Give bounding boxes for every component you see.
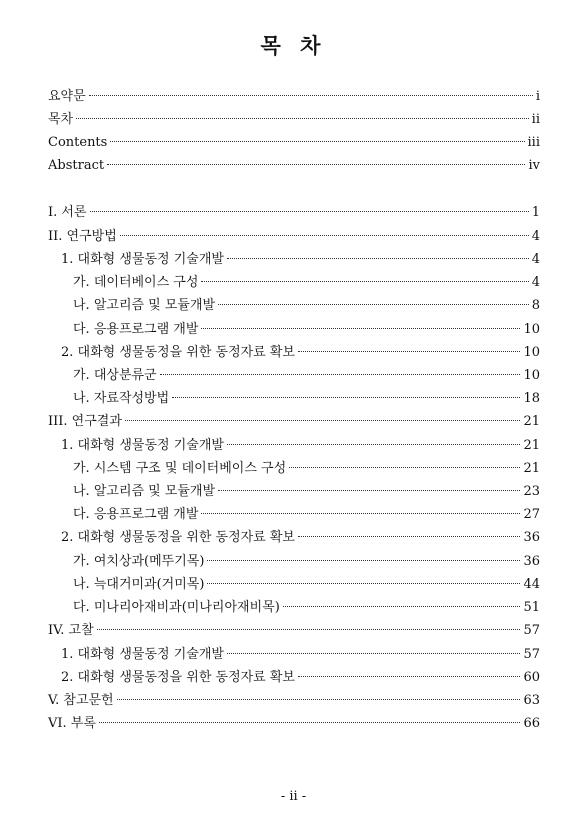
toc-entry (61, 668, 540, 687)
page-number-footer: - ii - (280, 789, 307, 804)
toc-entry-page: 57 (523, 647, 540, 662)
toc-entry (73, 598, 540, 617)
toc-entry-page: 66 (523, 716, 540, 731)
toc-entry-label: 나. 자료작성방법 (73, 391, 170, 406)
toc-entry-label: 가. 데이터베이스 구성 (73, 275, 199, 290)
toc-entry-label: 2. 대화형 생물동정을 위한 동정자료 확보 (61, 670, 295, 685)
toc-entry-page: 60 (523, 670, 540, 685)
toc-entry (73, 482, 540, 501)
toc-entry (48, 203, 540, 222)
toc-entry-label: 1. 대화형 생물동정 기술개발 (61, 252, 224, 267)
toc-dot-leader (227, 653, 521, 654)
toc-dot-leader (110, 141, 524, 142)
toc-entry-label: V. 참고문헌 (48, 693, 114, 708)
toc-entry-label: III. 연구결과 (48, 414, 122, 429)
toc-dot-leader (160, 374, 521, 375)
toc-entry-page: 10 (523, 322, 540, 337)
toc-entry (73, 505, 540, 524)
toc-entry-label: 다. 응용프로그램 개발 (73, 507, 199, 522)
toc-entry-page: 51 (523, 600, 540, 615)
toc-entry-page: 36 (523, 554, 540, 569)
toc-entry-page: 63 (523, 693, 540, 708)
toc-entry-page: iii (527, 135, 540, 150)
toc-entry-page: 4 (531, 252, 540, 267)
toc-entry-page: 4 (531, 229, 540, 244)
toc-entry (73, 296, 540, 315)
toc-entry-label: 2. 대화형 생물동정을 위한 동정자료 확보 (61, 530, 295, 545)
toc-entry-label: 1. 대화형 생물동정 기술개발 (61, 647, 224, 662)
toc-entry-page: 57 (523, 623, 540, 638)
toc-dot-leader (283, 606, 521, 607)
toc-dot-leader (90, 211, 529, 212)
toc-entry-page: i (535, 89, 540, 104)
toc-entry-page: 36 (523, 530, 540, 545)
toc-dot-leader (201, 513, 520, 514)
toc-entry-label: 2. 대화형 생물동정을 위한 동정자료 확보 (61, 345, 295, 360)
toc-entry-page: 18 (523, 391, 540, 406)
toc-dot-leader (120, 235, 529, 236)
toc-entry-label: 나. 늑대거미과(거미목) (73, 577, 205, 592)
toc-entry (61, 528, 540, 547)
toc-entry-page: 44 (523, 577, 540, 592)
toc-dot-leader (97, 629, 521, 630)
toc-entry-page: 21 (523, 461, 540, 476)
toc-entry-label: 가. 시스템 구조 및 데이터베이스 구성 (73, 461, 287, 476)
toc-entry-page: 10 (523, 368, 540, 383)
toc-dot-leader (76, 118, 529, 119)
toc-entry (48, 621, 540, 640)
toc-dot-leader (218, 304, 529, 305)
toc-entry (61, 250, 540, 269)
toc-dot-leader (201, 281, 528, 282)
toc-entry-label: 가. 여치상과(메뚜기목) (73, 554, 205, 569)
toc-entry-page: iv (528, 158, 540, 173)
toc-entry (61, 645, 540, 664)
toc-entry-page: 1 (531, 205, 540, 220)
toc-dot-leader (298, 536, 520, 537)
toc-entry (48, 412, 540, 431)
toc-dot-leader (227, 258, 529, 259)
toc-entry (73, 273, 540, 292)
toc-dot-leader (172, 397, 520, 398)
toc-dot-leader (289, 467, 520, 468)
toc-entry (73, 552, 540, 571)
toc-dot-leader (99, 722, 521, 723)
toc-dot-leader (227, 444, 521, 445)
toc-dot-leader (207, 560, 520, 561)
toc-dot-leader (201, 328, 520, 329)
toc-entry-label: II. 연구방법 (48, 229, 117, 244)
toc-entry-label: 가. 대상분류군 (73, 368, 157, 383)
toc-dot-leader (298, 351, 520, 352)
toc-entry-label: 다. 미나리아재비과(미나리아재비목) (73, 600, 280, 615)
toc-entry (61, 343, 540, 362)
toc-entry-page: ii (531, 112, 540, 127)
toc-entry (73, 459, 540, 478)
toc-dot-leader (218, 490, 520, 491)
toc-entry-page: 27 (523, 507, 540, 522)
toc-entry-label: Contents (48, 135, 108, 150)
toc-entry-label: 요약문 (48, 89, 86, 104)
toc-dot-leader (89, 95, 533, 96)
toc-entry (73, 320, 540, 339)
toc-dot-leader (125, 420, 521, 421)
toc-dot-leader (107, 164, 525, 165)
toc-entry-page: 21 (523, 438, 540, 453)
toc-entry-label: IV. 고찰 (48, 623, 94, 638)
toc-entry (48, 87, 540, 106)
toc-entry-page: 23 (523, 484, 540, 499)
page-title: 목 차 (260, 33, 327, 58)
toc-entry (48, 133, 540, 152)
toc-entry-label: 나. 알고리즘 및 모듈개발 (73, 484, 216, 499)
toc-entry-page: 8 (531, 298, 540, 313)
toc-entry-label: 목차 (48, 112, 74, 127)
toc-entry (73, 575, 540, 594)
toc-dot-leader (117, 699, 521, 700)
toc-entry-label: 1. 대화형 생물동정 기술개발 (61, 438, 224, 453)
toc-entry-page: 21 (523, 414, 540, 429)
toc-entry (48, 227, 540, 246)
toc-entry (73, 389, 540, 408)
toc-entry-label: Abstract (48, 158, 105, 173)
toc-entry (48, 691, 540, 710)
toc-entry-label: I. 서론 (48, 205, 87, 220)
toc-entry (48, 714, 540, 733)
toc-entry (73, 366, 540, 385)
toc-entry-label: 다. 응용프로그램 개발 (73, 322, 199, 337)
toc-entry (48, 110, 540, 129)
toc-entry (61, 436, 540, 455)
toc-dot-leader (207, 583, 520, 584)
toc-entry-page: 4 (531, 275, 540, 290)
toc-entry-label: 나. 알고리즘 및 모듈개발 (73, 298, 216, 313)
toc-entry (48, 156, 540, 175)
toc-entry-page: 10 (523, 345, 540, 360)
toc-dot-leader (298, 676, 520, 677)
toc-entry-label: VI. 부록 (48, 716, 96, 731)
